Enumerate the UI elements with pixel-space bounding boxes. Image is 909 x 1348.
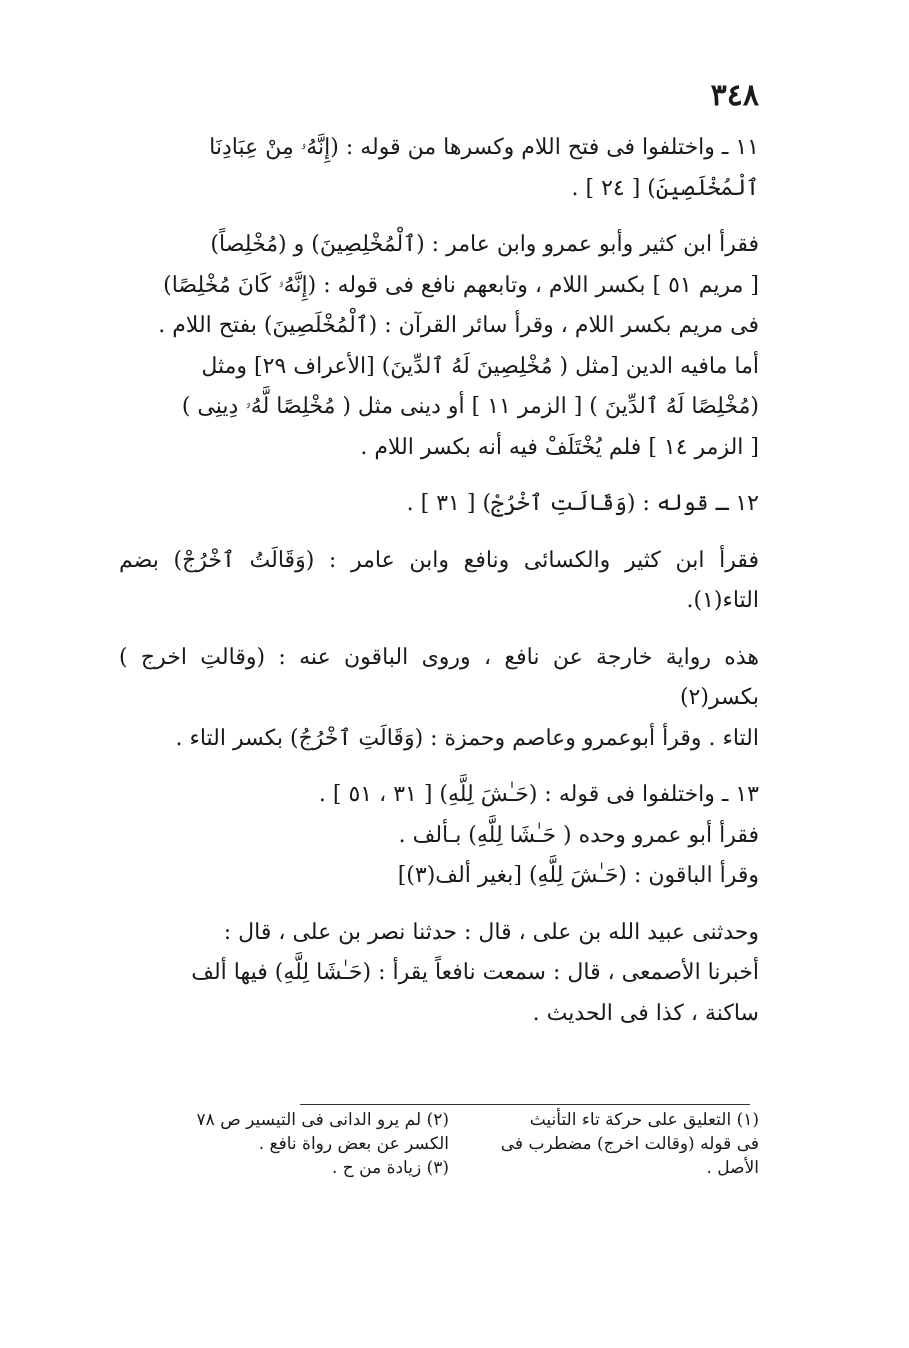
text-line: هذه رواية خارجة عن نافع ، وروى الباقون عنه : (وقالتِ اخرج ) بكسر(٢) <box>119 644 759 710</box>
footnote-line: فى قوله (وقالت اخرج) مضطرب فى <box>500 1134 759 1154</box>
footnote-line: الأصل . <box>706 1158 759 1178</box>
text-line: ١٢ ـ قوله : (وَقَالَتِ ٱخْرُجْ) [ ٣١ ] . <box>406 491 759 516</box>
text-line: فقرأ ابن كثير وأبو عمرو وابن عامر : (ٱلْمُخْلِصِينَ) و (مُخْلِصاً) <box>210 232 759 257</box>
footnote-line: (٢) لم يرو الدانى فى التيسير ص ٧٨ <box>196 1110 449 1130</box>
footnote-line: (١) التعليق على حركة تاء التأنيث <box>529 1110 759 1130</box>
text-line: ٱلْمُخْلَصِينَ) [ ٢٤ ] . <box>571 175 759 201</box>
paragraph-kharija <box>119 638 759 760</box>
text-line: [ مريم ٥١ ] بكسر اللام ، وتابعهم نافع فى قوله : (إِنَّهُۥ كَانَ مُخْلِصًا) <box>163 272 759 298</box>
footnote-column-left <box>149 1108 449 1180</box>
footnote-line: الكسر عن بعض رواة نافع . <box>258 1134 449 1154</box>
paragraph-12 <box>119 484 759 525</box>
text-line: ساكنة ، كذا فى الحديث . <box>532 1000 759 1026</box>
text-line: وقرأ الباقون : (حَـٰشَ لِلَّهِ) [بغير ألف(٣)] <box>397 863 759 888</box>
paragraph-ibn-kathir-2 <box>119 541 759 622</box>
text-line: ١١ ـ واختلفوا فى فتح اللام وكسرها من قوله : (إِنَّهُۥ مِنْ عِبَادِنَا <box>209 135 759 160</box>
footnote-column-right <box>469 1108 759 1180</box>
text-line: ١٣ ـ واختلفوا فى قوله : (حَـٰشَ لِلَّهِ) [ ٣١ ، ٥١ ] . <box>318 782 759 807</box>
main-text <box>119 128 759 1050</box>
page-number: ٣٤٨ <box>710 78 759 113</box>
paragraph-hadith <box>119 913 759 1035</box>
text-line: فقرأ ابن كثير والكسائى ونافع وابن عامر : (وَقَالَتُ ٱخْرُجْ) بضم التاء(١). <box>119 547 759 613</box>
paragraph-ibn-kathir <box>119 225 759 468</box>
text-line: وحدثنى عبيد الله بن على ، قال : حدثنا نصر بن على ، قال : <box>223 919 759 945</box>
footnote-line: (٣) زيادة من ح . <box>331 1158 449 1178</box>
footnote-divider <box>300 1104 750 1105</box>
text-line: أخبرنا الأصمعى ، قال : سمعت نافعاً يقرأ : (حَـٰشَا لِلَّهِ) فيها ألف <box>191 960 759 985</box>
text-line: فقرأ أبو عمرو وحده ( حَـٰشَا لِلَّهِ) بـألف . <box>398 822 759 848</box>
text-line: [ الزمر ١٤ ] فلم يُخْتَلَفْ فيه أنه بكسر اللام . <box>360 434 759 460</box>
text-line: التاء . وقرأ أبوعمرو وعاصم وحمزة : (وَقَالَتِ ٱخْرُجُ) بكسر التاء . <box>175 725 759 751</box>
text-line: فى مريم بكسر اللام ، وقرأ سائر القرآن : (ٱلْمُخْلَصِينَ) بفتح اللام . <box>158 313 759 338</box>
paragraph-11 <box>119 128 759 209</box>
paragraph-13 <box>119 775 759 897</box>
text-line: (مُخْلِصًا لَهُ ٱلدِّينَ ) [ الزمر ١١ ] أو دينى مثل ( مُخْلِصًا لَّهُۥ دِينِى ) <box>181 394 759 419</box>
text-line: أما مافيه الدين [مثل ( مُخْلِصِينَ لَهُ ٱلدِّينَ) [الأعراف ٢٩] ومثل <box>201 353 759 379</box>
